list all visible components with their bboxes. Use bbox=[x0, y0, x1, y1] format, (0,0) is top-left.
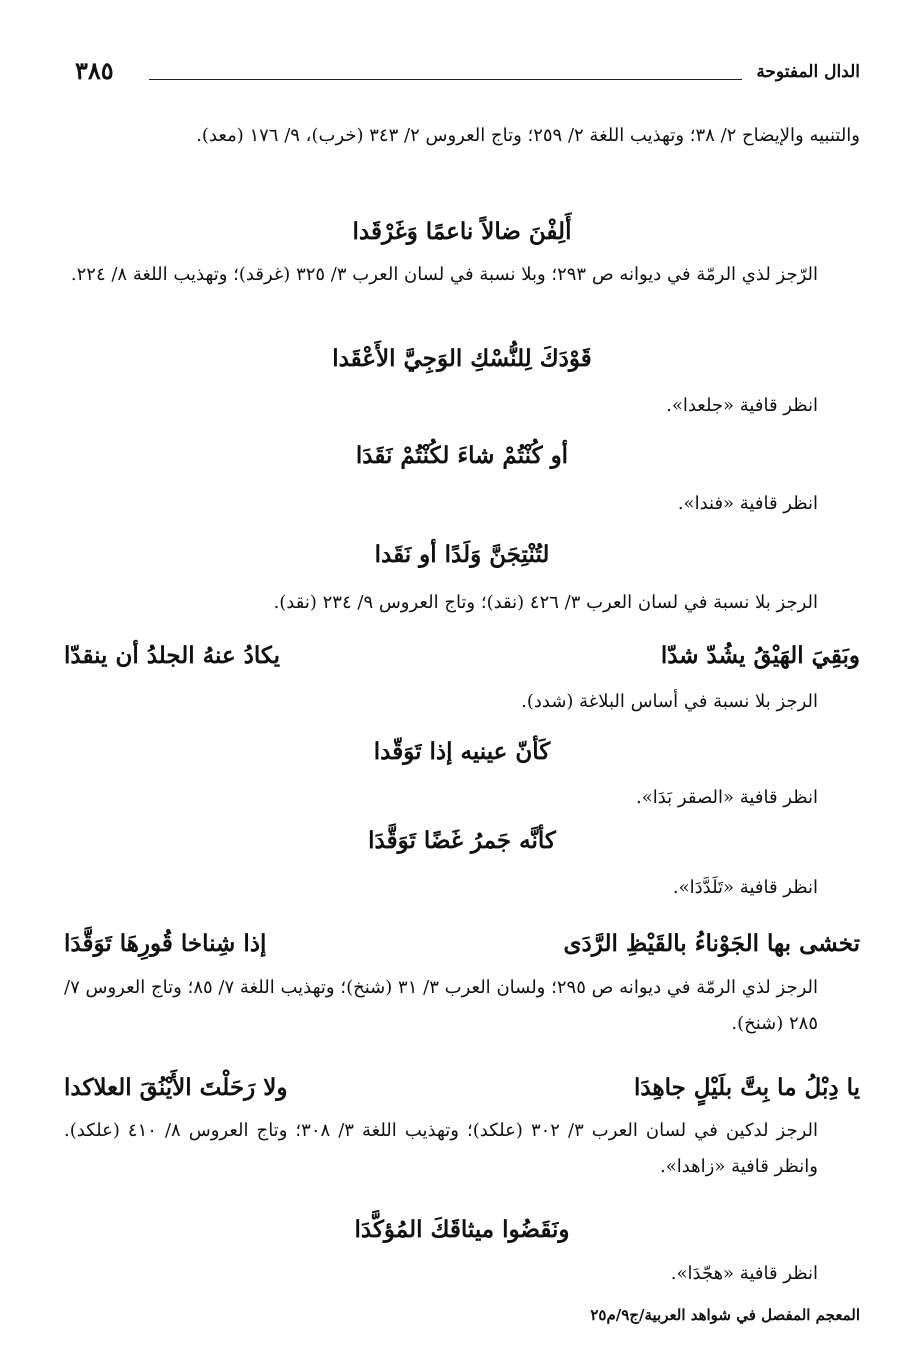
verse-first-hemistich: وبَقِيَ الهَيْقُ يشُدّ شدّا bbox=[660, 642, 860, 669]
verse-second-hemistich: إذا شِناخا قُورِهَا تَوَقَّدَا bbox=[64, 930, 267, 957]
page-number: ٣٨٥ bbox=[75, 56, 114, 85]
verse-block bbox=[64, 438, 860, 474]
reference-block bbox=[64, 257, 860, 293]
verse-block bbox=[64, 341, 860, 377]
verse-line: قَوْدَكَ لِلنُّسْكِ الوَجِيَّ الأَعْقَدا bbox=[332, 345, 592, 372]
verse-block bbox=[64, 537, 860, 573]
reference-text: انظر قافية «تَلَدَّدَا». bbox=[672, 877, 818, 898]
reference-text: الرجز بلا نسبة في أساس البلاغة (شدد). bbox=[521, 691, 818, 712]
verse-block bbox=[64, 823, 860, 859]
verse-block bbox=[64, 926, 860, 962]
verse-line: أو كُنْتُمْ شاءَ لكُنْتُمْ نَقَدَا bbox=[355, 442, 569, 469]
reference-block bbox=[64, 870, 860, 906]
reference-block bbox=[64, 970, 860, 1042]
reference-text: انظر قافية «فندا». bbox=[677, 493, 818, 514]
footer-signature: المعجم المفصل في شواهد العربية/ج٩/م٢٥ bbox=[590, 1306, 860, 1324]
reference-text: الرجز لذي الرمّة في ديوانه ص ٢٩٥؛ ولسان العرب ٣/ ٣١ (شنخ)؛ وتهذيب اللغة ٧/ ٨٥؛ وتاج العروس ٧/ ٢٨٥ (شنخ). bbox=[64, 977, 818, 1034]
reference-block bbox=[64, 780, 860, 816]
verse-block bbox=[64, 214, 860, 250]
verse-line bbox=[64, 1070, 860, 1106]
verse-line bbox=[64, 638, 860, 674]
reference-block bbox=[64, 388, 860, 424]
reference-text: انظر قافية «جلعدا». bbox=[666, 395, 818, 416]
verse-line: كأنَّه جَمرُ غَضًا تَوَقَّدَا bbox=[368, 827, 556, 854]
running-header bbox=[75, 58, 860, 92]
reference-text: انظر قافية «الصقر بَدَا». bbox=[636, 787, 818, 808]
reference-block bbox=[64, 1256, 860, 1292]
header-rule bbox=[149, 79, 742, 80]
reference-block bbox=[64, 684, 860, 720]
verse-line: كَأنّ عينيه إذا تَوَقّدا bbox=[373, 738, 551, 765]
verse-block bbox=[64, 1212, 860, 1248]
verse-line: ونَقَضُوا ميثاقَكَ المُؤكَّدَا bbox=[354, 1216, 570, 1243]
reference-text: الرّجز لذي الرمّة في ديوانه ص ٢٩٣؛ وبلا نسبة في لسان العرب ٣/ ٣٢٥ (غرقد)؛ وتهذيب اللغة ٨/ ٢٢٤. bbox=[70, 264, 818, 285]
verse-first-hemistich: تخشى بها الجَوْناءُ بالقَيْظِ الرَّدَى bbox=[563, 930, 860, 957]
verse-second-hemistich: ولا رَحَلْتَ الأَيْنُقَ العلاكدا bbox=[64, 1074, 288, 1101]
reference-block bbox=[64, 118, 860, 154]
verse-line: لتُنْتِجَنَّ وَلَدًا أو نَقَدا bbox=[374, 541, 550, 568]
reference-block bbox=[64, 585, 860, 621]
reference-text: والتنبيه والإيضاح ٢/ ٣٨؛ وتهذيب اللغة ٢/ ٢٥٩؛ وتاج العروس ٢/ ٣٤٣ (خرب)، ٩/ ١٧٦ (معد). bbox=[196, 125, 860, 146]
verse-second-hemistich: يكادُ عنهُ الجلدُ أن ينقدّا bbox=[64, 642, 281, 669]
chapter-title: الدال المفتوحة bbox=[756, 62, 860, 82]
reference-text: انظر قافية «هجّدَا». bbox=[670, 1263, 818, 1284]
reference-block bbox=[64, 1113, 860, 1185]
verse-line bbox=[64, 926, 860, 962]
verse-block bbox=[64, 1070, 860, 1106]
verse-line: أَلِفْنَ ضالاً ناعمًا وَغَرْقَدا bbox=[352, 218, 572, 245]
verse-block bbox=[64, 638, 860, 674]
reference-text: الرجز بلا نسبة في لسان العرب ٣/ ٤٢٦ (نقد)؛ وتاج العروس ٩/ ٢٣٤ (نقد). bbox=[273, 592, 818, 613]
reference-block bbox=[64, 486, 860, 522]
verse-block bbox=[64, 734, 860, 770]
verse-first-hemistich: يا دِبْلُ ما بِتَّ بلَيْلٍ جاهِدَا bbox=[633, 1074, 860, 1101]
reference-text: الرجز لدكين في لسان العرب ٣/ ٣٠٢ (علكد)؛ وتهذيب اللغة ٣/ ٣٠٨؛ وتاج العروس ٨/ ٤١٠ (علكد). وانظر قافية «زاهدا». bbox=[64, 1120, 818, 1177]
